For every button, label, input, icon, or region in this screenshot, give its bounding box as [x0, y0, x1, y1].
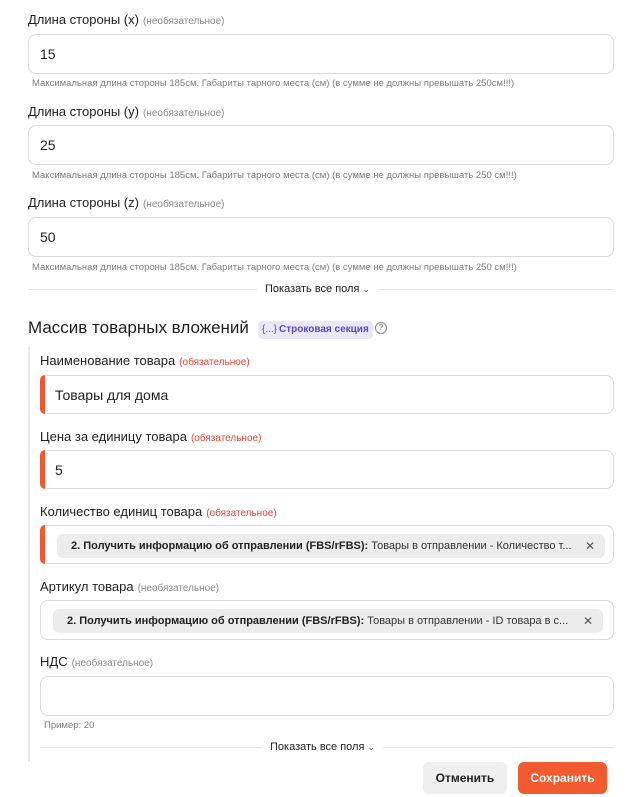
section-guide-line — [28, 347, 30, 762]
side-x-input[interactable] — [28, 34, 614, 74]
required-marker — [40, 375, 45, 414]
item-sku-label: Артикул товара (необязательное) — [40, 579, 220, 594]
side-y-hint: Максимальная длина стороны 185см. Габариты тарного места (см) (в сумме не должны превышать 250 см!!!) — [32, 170, 517, 181]
required-marker — [40, 450, 45, 489]
optional-tag: (необязательное) — [137, 583, 220, 594]
mapped-value-chip[interactable]: 2. Получить информацию об отправлении (FBS/rFBS): Товары в отправлении - ID товара в с... ✕ — [53, 609, 603, 633]
row-section-badge: {...} Строковая секция — [258, 321, 373, 339]
mapped-value-chip[interactable]: 2. Получить информацию об отправлении (FBS/rFBS): Товары в отправлении - Количество т... ✕ — [57, 534, 605, 558]
required-tag: (обязательное) — [190, 433, 262, 444]
item-name-label: Наименование товара (обязательное) — [40, 353, 250, 368]
item-price-input[interactable] — [40, 450, 614, 489]
item-name-input[interactable] — [40, 375, 614, 414]
field-label-y: Длина стороны (y) (необязательное) — [28, 104, 225, 119]
item-name-value: Товары для дома — [55, 387, 169, 403]
field-label-x: Длина стороны (x) (необязательное) — [28, 12, 225, 27]
side-z-input[interactable] — [28, 217, 614, 257]
help-icon[interactable]: ? — [375, 322, 387, 334]
required-tag: (обязательное) — [206, 508, 277, 519]
side-z-hint: Максимальная длина стороны 185см. Габариты тарного места (см) (в сумме не должны превышать 250 см!!!) — [32, 262, 517, 273]
side-z-value: 50 — [40, 229, 56, 245]
item-qty-label: Количество единиц товара (обязательное) — [40, 504, 277, 519]
chevron-down-icon: ⌄ — [367, 742, 375, 752]
save-button[interactable]: Сохранить — [518, 762, 607, 794]
side-x-hint: Максимальная длина стороны 185см. Габариты тарного места (см) (в сумме не должны превышать 250см!!!) — [32, 78, 515, 89]
item-vat-input[interactable] — [40, 676, 614, 716]
required-tag: (обязательное) — [179, 357, 250, 368]
item-qty-input[interactable] — [40, 525, 614, 564]
optional-tag: (необязательное) — [142, 199, 225, 210]
remove-chip-icon[interactable]: ✕ — [584, 539, 595, 553]
item-vat-hint: Пример: 20 — [44, 720, 95, 731]
cancel-button[interactable]: Отменить — [423, 762, 507, 794]
required-marker — [40, 525, 45, 564]
field-label-z: Длина стороны (z) (необязательное) — [28, 195, 225, 210]
chevron-down-icon: ⌄ — [362, 284, 370, 294]
side-x-value: 15 — [40, 46, 56, 62]
side-y-value: 25 — [40, 137, 56, 153]
braces-icon: {...} — [262, 324, 278, 335]
show-all-fields-button-2[interactable]: Показать все поля ⌄ — [262, 741, 383, 753]
item-sku-input[interactable] — [40, 600, 614, 640]
section-title: Массив товарных вложений — [28, 318, 249, 337]
show-all-fields-button[interactable]: Показать все поля ⌄ — [257, 283, 378, 295]
side-y-input[interactable] — [28, 125, 614, 165]
item-price-value: 5 — [55, 462, 63, 478]
item-price-label: Цена за единицу товара (обязательное) — [40, 429, 262, 444]
optional-tag: (необязательное) — [142, 16, 225, 27]
optional-tag: (необязательное) — [142, 108, 225, 119]
remove-chip-icon[interactable]: ✕ — [582, 614, 593, 628]
optional-tag: (необязательное) — [71, 658, 154, 669]
item-vat-label: НДС (необязательное) — [40, 654, 154, 669]
